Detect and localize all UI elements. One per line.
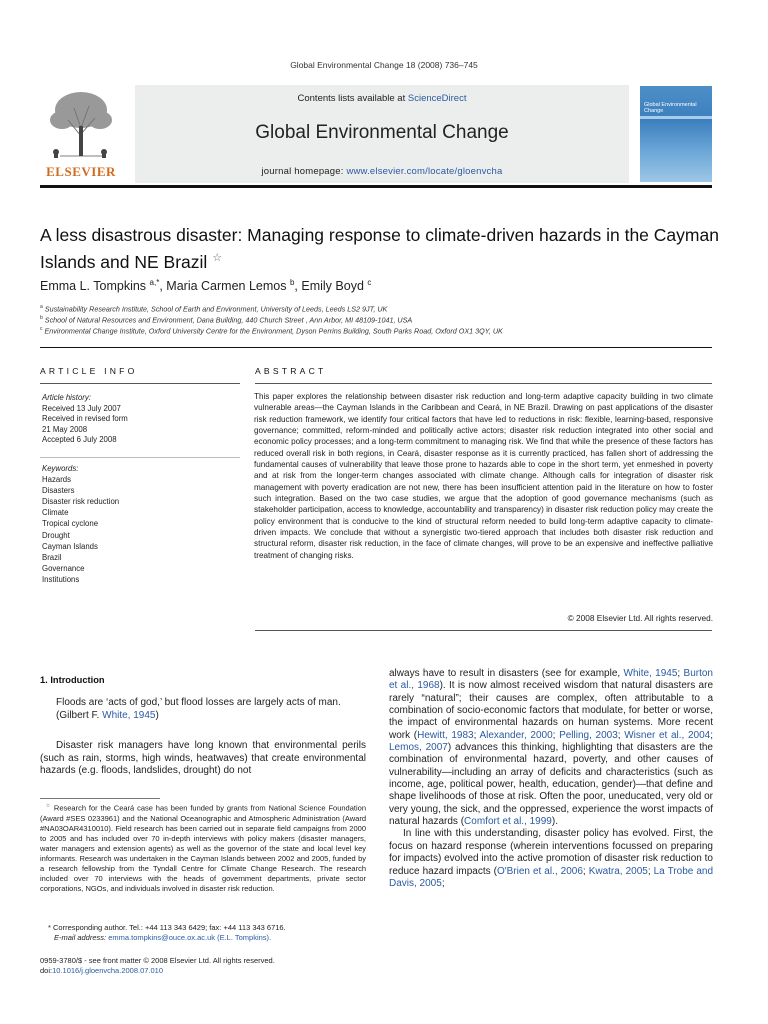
citation-link[interactable]: Comfort et al., 1999 <box>464 816 552 828</box>
keyword: Governance <box>42 563 85 573</box>
keywords-list <box>42 463 119 585</box>
affiliation-text: Sustainability Research Institute, School of Earth and Environment, University of Leeds, Leeds LS2 9JT, UK <box>44 304 388 314</box>
email-line <box>48 933 368 943</box>
author-affil-mark[interactable]: a,* <box>149 278 160 287</box>
citation-link[interactable]: O'Brien et al., 2006 <box>496 865 583 877</box>
received-date: Received 13 July 2007 <box>42 403 121 413</box>
text-run: ; <box>710 729 714 741</box>
citation-link[interactable]: La Trobe and Davis, 2005 <box>389 865 714 889</box>
author-list <box>40 278 371 293</box>
intro-paragraph: Disaster risk managers have long known that environmental perils (such as rain, storms, high winds, heatwaves) that create environmental hazards (e.g. floods, landslides, drought) do not <box>40 740 366 777</box>
keyword: Hazards <box>42 475 72 485</box>
issn-line: 0959-3780/$ - see front matter © 2008 Elsevier Ltd. All rights reserved. <box>40 956 275 965</box>
affiliation-text: Environmental Change Institute, Oxford University Centre for the Environment, Dyson Perrins Building, South Parks Road, Oxford OX1 3QY, UK <box>44 326 503 336</box>
text-run: ; <box>677 668 684 679</box>
keyword: Tropical cyclone <box>42 519 99 529</box>
text-run: ; <box>582 865 589 877</box>
citation-link[interactable]: Burton et al., 1968 <box>389 668 713 692</box>
doi-prefix: doi: <box>40 966 53 975</box>
author-separator: , <box>159 279 167 294</box>
affiliation <box>40 304 387 313</box>
citation-link[interactable]: Lemos, 2007 <box>389 742 448 754</box>
doi-line <box>40 966 275 976</box>
author-name: Maria Carmen Lemos <box>166 279 287 294</box>
citation-link[interactable]: Alexander, 2000 <box>479 729 553 741</box>
author-name: Emily Boyd <box>301 279 364 294</box>
text-run: ; <box>647 865 654 877</box>
citation-link[interactable]: White, 1945 <box>623 668 678 679</box>
citation-link[interactable]: Pelling, 2003 <box>559 729 618 741</box>
text-run: ). <box>551 816 558 828</box>
text-run: ). It is now almost received wisdom that natural disasters are rarely “natural”; their causes are complex, often attributable to a combination of socio-economic factors that modulate, for better or worse, the impact of environmental hazards on human systems. More recent work ( <box>389 680 714 741</box>
abstract-text: This paper explores the relationship between disaster risk reduction and long-term adaptive capacity building in two climate vulnerable areas—the Cayman Islands in the Caribbean and Ceará, in NE Brazil. Drawing on past applications of the disaster risk reduction framework, we identify four critical factors that have led to reductions in risk: flexible, learning-based, responsive governance; committed, reform-minded and politically active actors; disaster risk reduction integrated into other social and economic policy processes; and a long-term commitment to managing risk. We find that while the presence of these factors has reduced overall risk in both regions, in Ceará, disaster response as it is currently practiced, has fallen short of addressing the fundamental causes of vulnerability that leave those prone to hazards able to cope in the short term, yet enmeshed in poverty and at risk from the longer-term changes associated with climate change. Although calls for integration of disaster risk management with poverty eradication are not new, there has been insufficient attention paid in the literature on how to foster such integration. Based on the two case studies, we argue that the adoption of good governance mechanisms (such as stakeholder participation, access to knowledge, accountability and transparency) in disaster risk reduction policy may create the policy environment that is conducive to the kind of structural reform needed to build long-term adaptive capacity to climate-driven impacts. We conclude that without a synergistic two-tiered approach that includes both disaster risk reduction and structural reform, disaster risk reduction, in the face of climate changes, will prove to be an expensive and ineffective palliative treatment of changing risks. <box>254 392 713 560</box>
affiliation <box>40 326 503 335</box>
journal-title: Global Environmental Change <box>255 122 509 143</box>
citation-link[interactable]: Kwatra, 2005 <box>588 865 648 877</box>
citation-link[interactable]: Wisner et al., 2004 <box>624 729 711 741</box>
homepage-link[interactable]: www.elsevier.com/locate/gloenvcha <box>346 166 503 177</box>
article-info-heading: ARTICLE INFO <box>40 366 138 376</box>
corresponding-author <box>48 923 368 943</box>
footnote-rule <box>40 798 160 799</box>
revised-label: Received in revised form <box>42 414 128 423</box>
corresponding-contact: * Corresponding author. Tel.: +44 113 343 6429; fax: +44 113 343 6716. <box>48 923 286 932</box>
body-paragraph <box>389 828 713 890</box>
text-run: ; <box>617 729 625 741</box>
author-separator: , <box>294 279 302 294</box>
issn-block <box>40 956 275 976</box>
keyword: Institutions <box>42 574 80 584</box>
header-rule <box>40 185 712 188</box>
text-run: always have to result in disasters (see for example, <box>389 668 624 679</box>
affiliation-mark: c <box>40 326 43 332</box>
running-head: Global Environmental Change 18 (2008) 736–745 <box>290 60 478 70</box>
elsevier-tree-icon <box>40 86 122 164</box>
article-info-divider <box>40 457 240 458</box>
author-affil-mark[interactable]: b <box>289 278 295 287</box>
article-title-text: A less disastrous disaster: Managing response to climate-driven hazards in the Cayman Islands and NE Brazil <box>40 225 719 272</box>
cover-title: Global Environmental Change <box>644 102 697 115</box>
author-name: Emma L. Tompkins <box>40 279 147 294</box>
keyword: Drought <box>42 530 70 540</box>
keyword: Cayman Islands <box>42 541 98 551</box>
accepted-date: Accepted 6 July 2008 <box>42 435 117 444</box>
keywords-label: Keywords: <box>42 464 79 473</box>
keyword: Brazil <box>42 552 62 562</box>
right-column-text <box>389 668 713 890</box>
text-run: ; <box>552 729 560 741</box>
homepage-line <box>135 166 629 177</box>
epigraph-text: Floods are ‘acts of god,’ but flood losses are largely acts of man. (Gilbert F. <box>56 697 341 721</box>
epigraph <box>56 697 372 722</box>
elsevier-logo <box>40 86 122 182</box>
abstract-copyright: © 2008 Elsevier Ltd. All rights reserved. <box>567 613 713 623</box>
contents-line <box>135 93 629 104</box>
article-info-rule <box>40 383 240 384</box>
text-run: ; <box>473 729 480 741</box>
keyword: Disaster risk reduction <box>42 497 120 507</box>
article-title <box>40 224 720 274</box>
affiliation-text: School of Natural Resources and Environment, Dana Building, 440 Church Street , Ann Arbor, MI 48109-1041, USA <box>44 315 413 325</box>
sciencedirect-link[interactable]: ScienceDirect <box>407 93 467 104</box>
cover-band <box>640 116 712 119</box>
title-footnote-mark[interactable]: ☆ <box>212 252 223 264</box>
history-label: Article history: <box>42 393 91 402</box>
footnote-mark: ☆ <box>45 803 52 809</box>
doi-link[interactable]: 10.1016/j.gloenvcha.2008.07.010 <box>52 966 164 975</box>
elsevier-wordmark: ELSEVIER <box>46 164 116 179</box>
article-history <box>42 393 128 446</box>
affiliation-mark: b <box>40 315 43 321</box>
homepage-prefix: journal homepage: <box>261 166 347 177</box>
affiliation-mark: a <box>40 304 43 310</box>
citation-link[interactable]: White, 1945 <box>102 709 156 721</box>
abstract-rule <box>255 383 712 384</box>
author-affil-mark[interactable]: c <box>367 278 372 287</box>
citation-link[interactable]: Hewitt, 1983 <box>417 729 474 741</box>
abstract-heading: ABSTRACT <box>255 366 327 376</box>
section-heading-introduction: 1. Introduction <box>40 675 105 685</box>
contents-prefix: Contents lists available at <box>297 93 408 104</box>
text-run: In line with this understanding, disaster policy has evolved. First, the focus on hazard response (wherein interventions focussed on preparing for impacts) evolved into the active promotion of disaster risk reduction to reduce hazard impacts ( <box>389 828 713 877</box>
text-run: ; <box>441 877 445 889</box>
body-paragraph <box>389 668 713 828</box>
title-block-rule <box>40 347 712 348</box>
funding-footnote <box>40 801 366 894</box>
email-link[interactable]: emma.tompkins@ouce.ox.ac.uk (E.L. Tompkins). <box>108 933 272 942</box>
keyword: Disasters <box>42 486 75 496</box>
revised-date: 21 May 2008 <box>42 424 88 434</box>
epigraph-close: ) <box>155 709 159 721</box>
keyword: Climate <box>42 508 69 518</box>
email-label: E-mail address: <box>54 933 109 942</box>
journal-cover-thumbnail[interactable] <box>640 86 712 182</box>
footnote-text: Research for the Ceará case has been funded by grants from National Science Foundation (Award #SES 0233961) and the National Oceanographic and Atmospheric Administration (Award #NA03OAR4310010). Field research has been carried out in separate field campaigns from 2000 to 2005 and has included over 70 in-depth interviews with policy makers (disaster managers, water managers and extension agents) as well as the governor of the state and local level key informants. Research was undertaken in the Cayman Islands between 2002 and 2005, funded by a research fellowship from the Tyndall Centre for Climate Change Research. The research included over 70 interviews with the heads of government departments, private sector corporations, NGOs, and individuals involved in disaster risk reduction. <box>40 803 366 893</box>
abstract-bottom-rule <box>255 630 712 631</box>
text-run: ) advances this thinking, highlighting that disasters are the combination of environmental hazard, poverty, and other causes of vulnerability—including an array of deficits and characteristics (such as income, age, political power, health, education, gender)—that define and shape livelihoods of those at risk. Often the poor, uneducated, very old or very young, the sick, and the oppressed, experience the worst impacts of natural hazards ( <box>389 742 713 828</box>
affiliation <box>40 315 412 324</box>
